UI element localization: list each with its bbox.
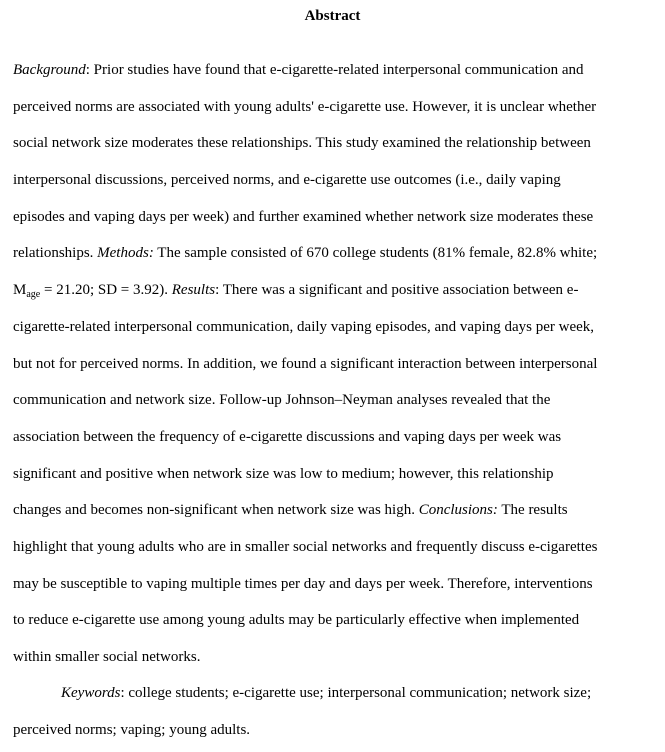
abstract-line: may be susceptible to vaping multiple times per day and days per week. Therefore, interventions xyxy=(13,575,593,592)
keywords-paragraph xyxy=(13,675,658,748)
abstract-line: to reduce e-cigarette use among young adults may be particularly effective when implemented xyxy=(13,612,580,629)
abstract-line: communication and network size. Follow-up Johnson–Neyman analyses revealed that the xyxy=(13,392,551,409)
keywords-line: Keywords: college students; e-cigarette use; interpersonal communication; network size; xyxy=(61,685,592,701)
abstract-line: perceived norms are associated with young adults' e-cigarette use. However, it is unclear whether xyxy=(13,98,597,115)
abstract-line: but not for perceived norms. In addition, we found a significant interaction between interpersonal xyxy=(13,355,598,372)
section-label-conclusions: Conclusions: xyxy=(418,502,498,519)
abstract-line: cigarette-related interpersonal communication, daily vaping episodes, and vaping days per week, xyxy=(13,318,595,335)
section-label-methods: Methods: xyxy=(97,245,154,262)
subscript-age: age xyxy=(26,289,41,301)
abstract-line: significant and positive when network size was low to medium; however, this relationship xyxy=(13,465,554,482)
abstract-line: $M_{age} = 21.20$; SD = 3.92). Results: There was a significant and positive association between e- xyxy=(13,282,579,301)
abstract-line: highlight that young adults who are in smaller social networks and frequently discuss e-cigarettes xyxy=(13,538,598,555)
abstract-heading: Abstract xyxy=(304,8,361,24)
abstract-line: association between the frequency of e-cigarette discussions and vaping days per week was xyxy=(13,428,562,445)
abstract-line: interpersonal discussions, perceived norms, and e-cigarette use outcomes (i.e., daily vaping xyxy=(13,172,561,189)
abstract-line: relationships. Methods: The sample consisted of 670 college students (81% female, 82.8% white; xyxy=(13,245,598,262)
abstract-line: within smaller social networks. xyxy=(13,649,201,665)
abstract-line: changes and becomes non-significant when network size was high. Conclusions: The results xyxy=(13,502,568,519)
section-label-results: Results xyxy=(171,282,216,299)
abstract-body xyxy=(13,52,658,676)
abstract-line: Background: Prior studies have found that e-cigarette-related interpersonal communication and xyxy=(13,62,584,78)
keywords-label: Keywords xyxy=(61,685,121,701)
keywords-line: perceived norms; vaping; young adults. xyxy=(13,721,251,738)
abstract-line: episodes and vaping days per week) and further examined whether network size moderates these xyxy=(13,208,594,225)
abstract-line: social network size moderates these relationships. This study examined the relationship between xyxy=(13,135,591,152)
section-label-background: Background xyxy=(13,62,86,78)
